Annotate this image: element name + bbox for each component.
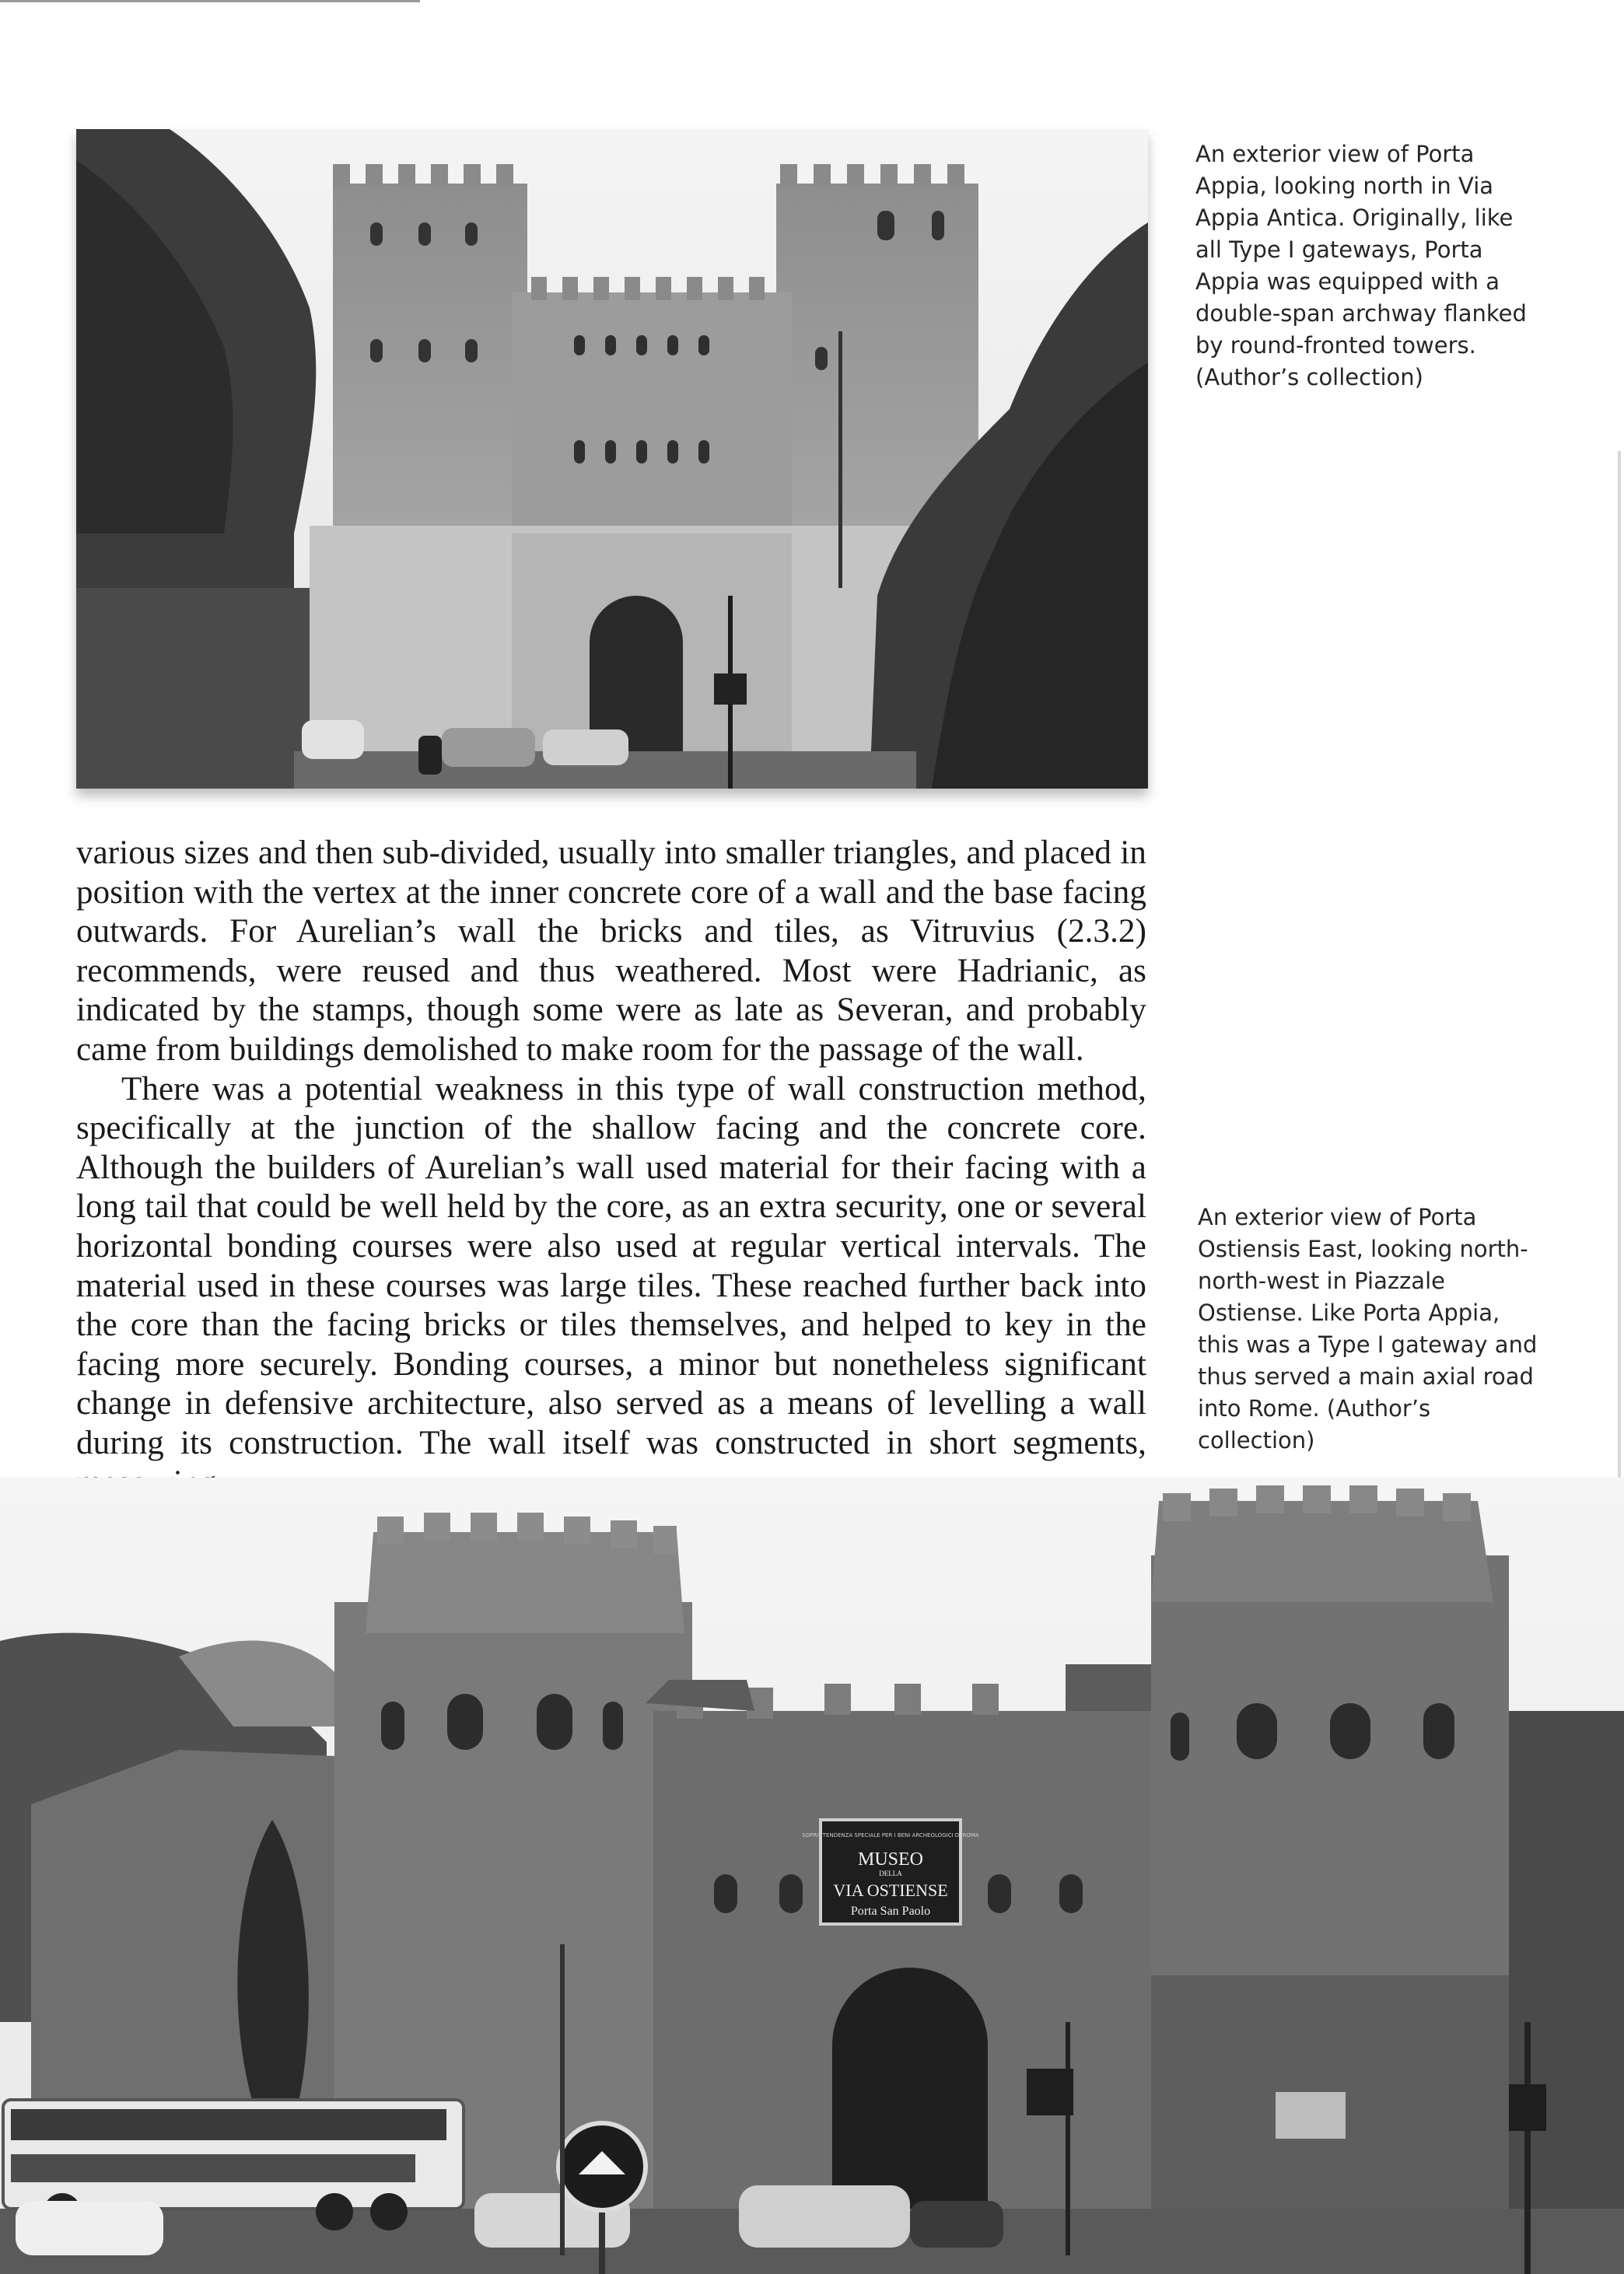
porta-appia-image bbox=[76, 129, 1148, 789]
body-text bbox=[76, 834, 1146, 1503]
caption-porta-appia: An exterior view of Porta Appia, looking north in Via Appia Antica. Originally, like all Type I gateways, Porta Appia was equipped with a double-span archway flanked by round-fronted towers. (Author’s collection) bbox=[1195, 141, 1527, 390]
photo-porta-ostiensis bbox=[0, 1478, 1624, 2274]
museum-sign-gate: Porta San Paolo bbox=[850, 1905, 931, 1918]
porta-ostiensis-image bbox=[0, 1478, 1624, 2274]
page-edge-shadow bbox=[1618, 451, 1621, 1555]
photo-porta-appia bbox=[76, 129, 1148, 789]
body-paragraph-1: various sizes and then sub-divided, usually into smaller triangles, and placed in position with the vertex at the inner concrete core of a wall and the base facing outwards. For Aurelian’s wall the bricks and tiles, as Vitruvius (2.3.2) recommends, were reused and thus weathered. Most were Hadrianic, as indicated by the stamps, though some were as late as Severan, and probably came from buildings demolished to make room for the passage of the wall. bbox=[76, 834, 1146, 1068]
top-rule bbox=[0, 0, 420, 2]
caption-porta-ostiensis: An exterior view of Porta Ostiensis East, looking north-north-west in Piazzale Ostiense. Like Porta Appia, this was a Type I gateway and thus served a main axial road into Rome. (Author’s collection) bbox=[1198, 1204, 1538, 1454]
museum-sign-name: VIA OSTIENSE bbox=[833, 1880, 948, 1900]
museum-sign-agency: SOPRINTENDENZA SPECIALE PER I BENI ARCHEOLOGICI DI ROMA bbox=[802, 1832, 979, 1838]
museum-sign-title: MUSEO bbox=[857, 1849, 924, 1870]
body-paragraph-2: There was a potential weakness in this type of wall construction method, specifically at the junction of the shallow facing and the concrete core. Although the builders of Aurelian’s wall used material for their facing with a long tail that could be well held by the core, as an extra security, one or several horizontal bonding courses were also used at regular vertical intervals. The material used in these courses was large tiles. These reached further back into the core than the facing bricks or tiles themselves, and helped to key in the facing more securely. Bonding courses, a minor but nonetheless significant change in defensive architecture, also served as a means of levelling a wall during its construction. The wall itself was constructed in short segments, bbox=[76, 1070, 1146, 1461]
museum-sign-della: DELLA bbox=[879, 1870, 902, 1877]
